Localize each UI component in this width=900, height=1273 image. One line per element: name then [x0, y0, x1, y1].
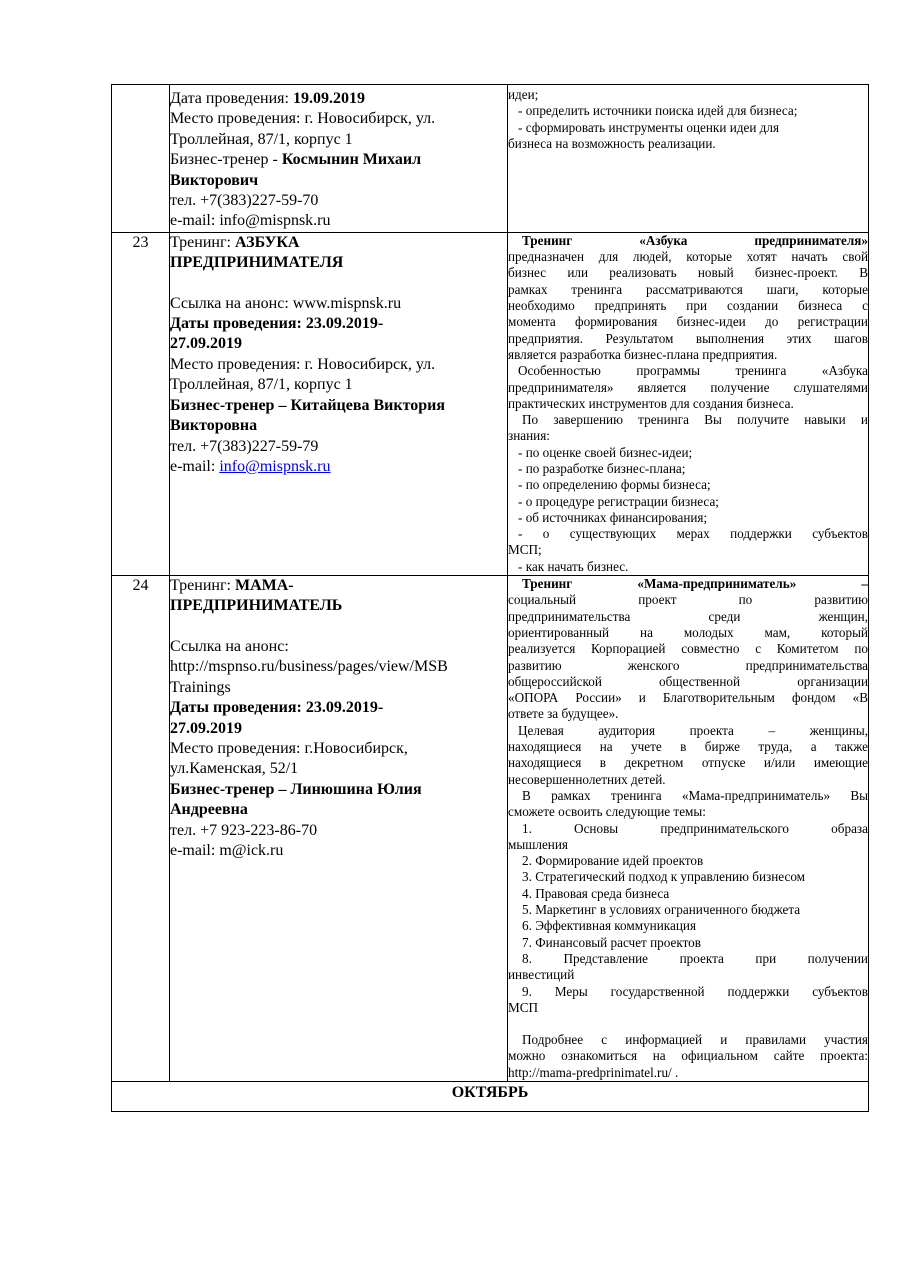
email-text: e-mail: m@ick.ru: [170, 841, 284, 859]
desc-line: Подробнее с информацией и правилами участия: [522, 1032, 868, 1048]
phone-text: тел. +7(383)227-59-70: [170, 192, 319, 210]
desc-line: предприятия. Результатом выполнения этих шагов: [508, 330, 868, 346]
desc-line: Целевая аудитория проекта – женщины,: [518, 722, 868, 738]
date-label: Дата проведения:: [170, 90, 293, 107]
desc-line: необходимо предпринять при создании бизнеса с: [508, 298, 868, 314]
desc-line: находящиеся в декретном отпуске и/или имеющие: [508, 755, 868, 771]
table-row: [112, 232, 869, 575]
date-value: 19.09.2019: [292, 90, 365, 107]
row-number: [112, 85, 170, 233]
desc-line: является разработка бизнес-плана предприятия.: [508, 346, 778, 362]
month-header: ОКТЯБРЬ: [112, 1081, 869, 1111]
list-item: 6. Эффективная коммуникация: [522, 918, 697, 934]
desc-line: предпринимательства среди женщин,: [508, 608, 868, 624]
place-text: Место проведения: г. Новосибирск, ул.: [170, 110, 436, 128]
desc-line: момента формирования бизнес-идеи до регистрации: [508, 314, 868, 330]
row-number: 23: [112, 232, 170, 575]
announce-link-text: Ссылка на анонс: www.mispnsk.ru: [170, 294, 402, 312]
desc-line: - определить источники поиска идей для бизнеса;: [518, 103, 798, 119]
event-description: [508, 85, 869, 233]
list-item: 7. Финансовый расчет проектов: [522, 934, 702, 950]
trainer-name: Викторович: [170, 171, 259, 189]
desc-line: сможете освоить следующие темы:: [508, 804, 706, 820]
desc-line: бизнеса на возможность реализации.: [508, 135, 716, 151]
phone-text: тел. +7 923-223-86-70: [170, 821, 318, 839]
desc-line: В рамках тренинга «Мама-предприниматель» Вы: [522, 787, 868, 803]
desc-line: идеи;: [508, 87, 539, 102]
trainer-name: Бизнес-тренер – Китайцева Виктория: [170, 396, 446, 414]
phone-text: тел. +7(383)227-59-79: [170, 437, 319, 455]
training-title: ПРЕДПРИНИМАТЕЛЬ: [170, 597, 343, 615]
email-text: e-mail: info@mispnsk.ru: [170, 212, 331, 230]
event-description: [508, 232, 869, 575]
list-item: - о существующих мерах поддержки субъектов: [518, 526, 868, 542]
dates-text: 27.09.2019: [170, 719, 242, 737]
desc-lead: Тренинг «Азбука предпринимателя»: [522, 232, 868, 248]
desc-line: предпринимателя» является получение слушателями: [508, 379, 868, 395]
table-row: [112, 576, 869, 1082]
event-info: [170, 576, 508, 1082]
list-item: 4. Правовая среда бизнеса: [522, 885, 670, 901]
dates-text: Даты проведения: 23.09.2019-: [170, 315, 384, 333]
email-label: e-mail:: [170, 457, 220, 475]
title-label: Тренинг:: [170, 577, 235, 595]
desc-line: реализуется Корпорацией совместно с Комитетом по: [508, 641, 868, 657]
desc-line: предназначен для людей, которые хотят начать свой: [508, 249, 868, 265]
training-title: АЗБУКА: [234, 233, 300, 251]
desc-line: рамках тренинга рассматриваются шаги, которые: [508, 281, 868, 297]
list-item: 5. Маркетинг в условиях ограниченного бюджета: [522, 902, 801, 918]
trainer-name: Космынин Михаил: [281, 151, 422, 169]
desc-line: ответе за будущее».: [508, 706, 619, 722]
dates-text: Даты проведения: 23.09.2019-: [170, 699, 384, 717]
list-item: 8. Представление проекта при получении: [522, 950, 868, 966]
place-text: Троллейная, 87/1, корпус 1: [170, 376, 353, 394]
list-item: МСП;: [508, 542, 542, 558]
list-item: - по разработке бизнес-плана;: [518, 461, 686, 476]
list-item: 9. Меры государственной поддержки субъектов: [522, 983, 868, 999]
title-label: Тренинг:: [170, 233, 235, 251]
list-item: - об источниках финансирования;: [518, 509, 708, 525]
list-item: мышления: [508, 836, 568, 852]
list-item: 1. Основы предпринимательского образа: [522, 820, 868, 836]
training-title: МАМА-: [234, 577, 294, 595]
email-link[interactable]: info@mispnsk.ru: [219, 457, 331, 475]
trainer-name: Бизнес-тренер – Линюшина Юлия: [170, 780, 422, 798]
desc-line: ориентированный на молодых мам, который: [508, 624, 868, 640]
announce-link-text: http://mspnso.ru/business/pages/view/MSB: [170, 658, 448, 676]
table-row: [112, 85, 869, 233]
table-row: [112, 1081, 869, 1111]
list-item: - по определению формы бизнеса;: [518, 477, 711, 493]
list-item: - по оценке своей бизнес-идеи;: [518, 444, 693, 460]
list-item: - о процедуре регистрации бизнеса;: [518, 493, 719, 509]
row-number: 24: [112, 576, 170, 1082]
list-item: 3. Стратегический подход к управлению бизнесом: [522, 869, 806, 885]
list-item: МСП: [508, 999, 539, 1015]
place-text: Место проведения: г. Новосибирск, ул.: [170, 355, 436, 373]
desc-line: можно ознакомиться на официальном сайте проекта:: [508, 1048, 868, 1064]
training-title: ПРЕДПРИНИМАТЕЛЯ: [170, 254, 344, 272]
desc-line: бизнес или реализовать новый бизнес-проект. В: [508, 265, 868, 281]
desc-lead: Тренинг «Мама-предприниматель» –: [522, 576, 868, 592]
announce-label: Ссылка на анонс:: [170, 637, 289, 655]
place-text: Троллейная, 87/1, корпус 1: [170, 130, 353, 148]
desc-line: несовершеннолетних детей.: [508, 771, 666, 787]
desc-line: социальный проект по развитию: [508, 592, 868, 608]
dates-text: 27.09.2019: [170, 335, 242, 353]
desc-line: По завершению тренинга Вы получите навыки и: [522, 412, 868, 428]
list-item: - как начать бизнес.: [518, 558, 629, 574]
trainer-label: Бизнес-тренер -: [170, 151, 282, 169]
desc-line: практических инструментов для создания бизнеса.: [508, 395, 794, 411]
trainer-name: Викторовна: [170, 417, 258, 435]
project-url: http://mama-predprinimatel.ru/ .: [508, 1064, 679, 1080]
desc-line: общероссийской общественной организации: [508, 673, 868, 689]
place-text: Место проведения: г.Новосибирск,: [170, 739, 408, 757]
desc-line: находящиеся на учете в бирже труда, а также: [508, 739, 868, 755]
desc-line: - сформировать инструменты оценки идеи для: [518, 119, 780, 135]
list-item: 2. Формирование идей проектов: [522, 853, 704, 869]
place-text: ул.Каменская, 52/1: [170, 760, 299, 778]
desc-line: знания:: [508, 428, 550, 444]
event-info: [170, 85, 508, 233]
desc-line: Особенностью программы тренинга «Азбука: [518, 363, 868, 379]
event-description: [508, 576, 869, 1082]
desc-line: «ОПОРА России» и Благотворительным фондом «В: [508, 690, 868, 706]
events-table: [111, 84, 869, 1112]
desc-line: развитию женского предпринимательства: [508, 657, 868, 673]
list-item: инвестиций: [508, 967, 575, 983]
announce-link-text: Trainings: [170, 678, 231, 696]
trainer-name: Андреевна: [170, 801, 248, 819]
event-info: [170, 232, 508, 575]
